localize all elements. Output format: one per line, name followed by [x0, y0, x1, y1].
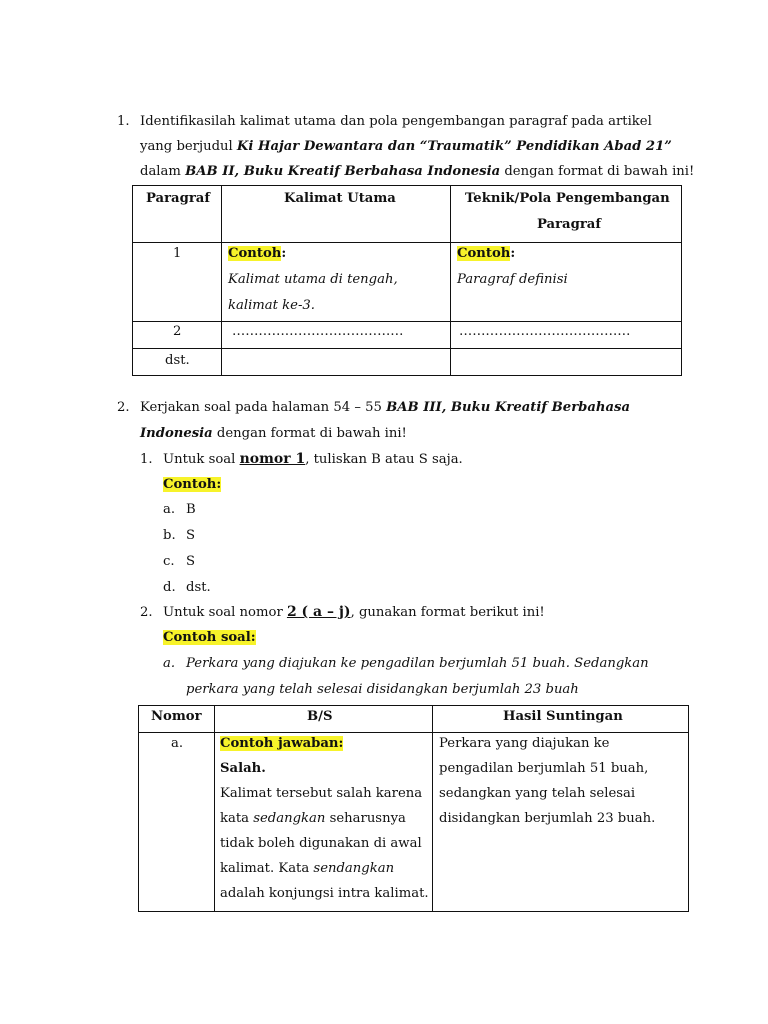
book-reference-end: Indonesia [140, 426, 213, 441]
explanation-line: Kalimat tersebut salah karena [220, 786, 423, 801]
question-2-line-2 [140, 426, 407, 441]
suntingan-line: sedangkan yang telah selesai [439, 786, 636, 801]
contoh-jawaban-highlight: Contoh jawaban: [220, 736, 344, 751]
nomor-1-emphasis: nomor 1 [239, 451, 306, 467]
question-2-number: 2. [117, 400, 130, 415]
table-row [133, 243, 682, 322]
dotted-placeholder: ………………………………… [232, 324, 404, 339]
example-label: a. [163, 656, 176, 671]
explanation-line [220, 811, 406, 826]
explanation-line: tidak boleh digunakan di awal [220, 836, 422, 851]
sub-question-1-number: 1. [140, 452, 153, 467]
header-paragraf-label: Paragraf [146, 191, 210, 206]
header-nomor-label: Nomor [151, 709, 202, 724]
example-line-2: perkara yang telah selesai disidangkan berjumlah 23 buah [186, 682, 579, 697]
cell-kalimat-utama-1 [222, 243, 451, 322]
book-reference: BAB III, Buku Kreatif Berbahasa [386, 400, 631, 415]
header-nomor [139, 706, 215, 733]
sub-1-text-a: Untuk soal [163, 452, 240, 467]
sub-question-1-text [163, 451, 463, 467]
header-teknik-line-2: Paragraf [537, 217, 601, 232]
header-bs [215, 706, 433, 733]
sub-2-text-a: Untuk soal nomor [163, 605, 287, 620]
question-1-line-3 [140, 164, 694, 179]
sub-2-text-c: , gunakan format berikut ini! [350, 605, 545, 620]
cell-bs-a [215, 733, 433, 912]
table-header-row [139, 706, 689, 733]
header-teknik-pola [451, 186, 682, 243]
list-item-value: B [186, 502, 196, 517]
header-kalimat-utama-label: Kalimat Utama [284, 191, 396, 206]
header-kalimat-utama [222, 186, 451, 243]
teknik-line-1: Paragraf definisi [457, 272, 568, 287]
list-item-value: S [186, 528, 196, 543]
editing-table [138, 705, 689, 912]
kalimat-utama-line-2: kalimat ke-3. [228, 298, 315, 313]
header-teknik-line-1: Teknik/Pola Pengembangan [465, 191, 670, 206]
contoh-highlight: Contoh: [163, 477, 222, 492]
question-1-line-3-text: dalam [140, 164, 186, 179]
header-hasil-suntingan [433, 706, 689, 733]
sub-question-2-text [163, 604, 545, 620]
explanation-text: kalimat. Kata [220, 861, 314, 876]
explanation-term: sendangkan [313, 861, 395, 876]
table-header-row [133, 186, 682, 243]
paragraf-dst: dst. [165, 353, 190, 368]
cell-paragraf-1 [133, 243, 222, 322]
cell-paragraf-2 [133, 322, 222, 349]
cell-paragraf-dst [133, 349, 222, 376]
sub-question-2-number: 2. [140, 605, 153, 620]
paragraf-number: 1 [173, 246, 182, 261]
answer-salah: Salah. [220, 761, 266, 776]
contoh-colon: : [510, 246, 516, 261]
list-item-label: b. [163, 528, 176, 543]
list-item-label: c. [163, 554, 175, 569]
table-row [133, 322, 682, 349]
list-item [163, 554, 196, 569]
cell-hasil-a [433, 733, 689, 912]
row-label: a. [171, 736, 184, 751]
kalimat-utama-line-1: Kalimat utama di tengah, [228, 272, 398, 287]
question-1-line-1: Identifikasilah kalimat utama dan pola pengembangan paragraf pada artikel [140, 114, 652, 129]
header-paragraf [133, 186, 222, 243]
table-row [139, 733, 689, 912]
article-title: Ki Hajar Dewantara dan “Traumatik” Pendidikan Abad 21” [236, 139, 672, 154]
paragraph-table [132, 185, 682, 376]
cell-nomor-a [139, 733, 215, 912]
question-1-line-2-text: yang berjudul [140, 139, 237, 154]
list-item-value: S [186, 554, 196, 569]
cell-kalimat-utama-2 [222, 322, 451, 349]
explanation-line [220, 861, 394, 876]
suntingan-line: disidangkan berjumlah 23 buah. [439, 811, 656, 826]
explanation-line: adalah konjungsi intra kalimat. [220, 886, 429, 901]
paragraf-number: 2 [173, 324, 182, 339]
list-item [163, 580, 211, 595]
question-2-line-2-text: dengan format di bawah ini! [212, 426, 407, 441]
contoh-highlight: Contoh [228, 246, 282, 261]
explanation-text: seharusnya [325, 811, 406, 826]
example-line-1: Perkara yang diajukan ke pengadilan berjumlah 51 buah. Sedangkan [186, 656, 649, 671]
cell-empty [222, 349, 451, 376]
header-hasil-label: Hasil Suntingan [503, 709, 623, 724]
suntingan-line: Perkara yang diajukan ke [439, 736, 610, 751]
list-item-label: a. [163, 502, 176, 517]
dotted-placeholder: ………………………………… [459, 324, 631, 339]
nomor-2-emphasis: 2 ( a – j) [286, 604, 351, 620]
list-item [163, 528, 196, 543]
table-row [133, 349, 682, 376]
contoh-label [228, 246, 286, 261]
question-1-line-3-end: dengan format di bawah ini! [500, 164, 695, 179]
suntingan-line: pengadilan berjumlah 51 buah, [439, 761, 649, 776]
list-item-label: d. [163, 580, 176, 595]
question-2-line-1 [140, 400, 630, 415]
sub-1-text-c: , tuliskan B atau S saja. [305, 452, 463, 467]
explanation-term: sedangkan [253, 811, 326, 826]
question-1-number: 1. [117, 114, 130, 129]
cell-teknik-2 [451, 322, 682, 349]
book-reference: BAB II, Buku Kreatif Berbahasa Indonesia [185, 164, 501, 179]
contoh-highlight: Contoh [457, 246, 511, 261]
cell-teknik-1 [451, 243, 682, 322]
header-bs-label: B/S [307, 709, 333, 724]
contoh-soal-highlight: Contoh soal: [163, 630, 256, 645]
question-2-line-1-text: Kerjakan soal pada halaman 54 – 55 [140, 400, 387, 415]
contoh-colon: : [281, 246, 287, 261]
cell-empty [451, 349, 682, 376]
explanation-text: kata [220, 811, 254, 826]
contoh-label [457, 246, 515, 261]
list-item [163, 502, 196, 517]
list-item-value: dst. [186, 580, 211, 595]
question-1-line-2 [140, 139, 672, 154]
